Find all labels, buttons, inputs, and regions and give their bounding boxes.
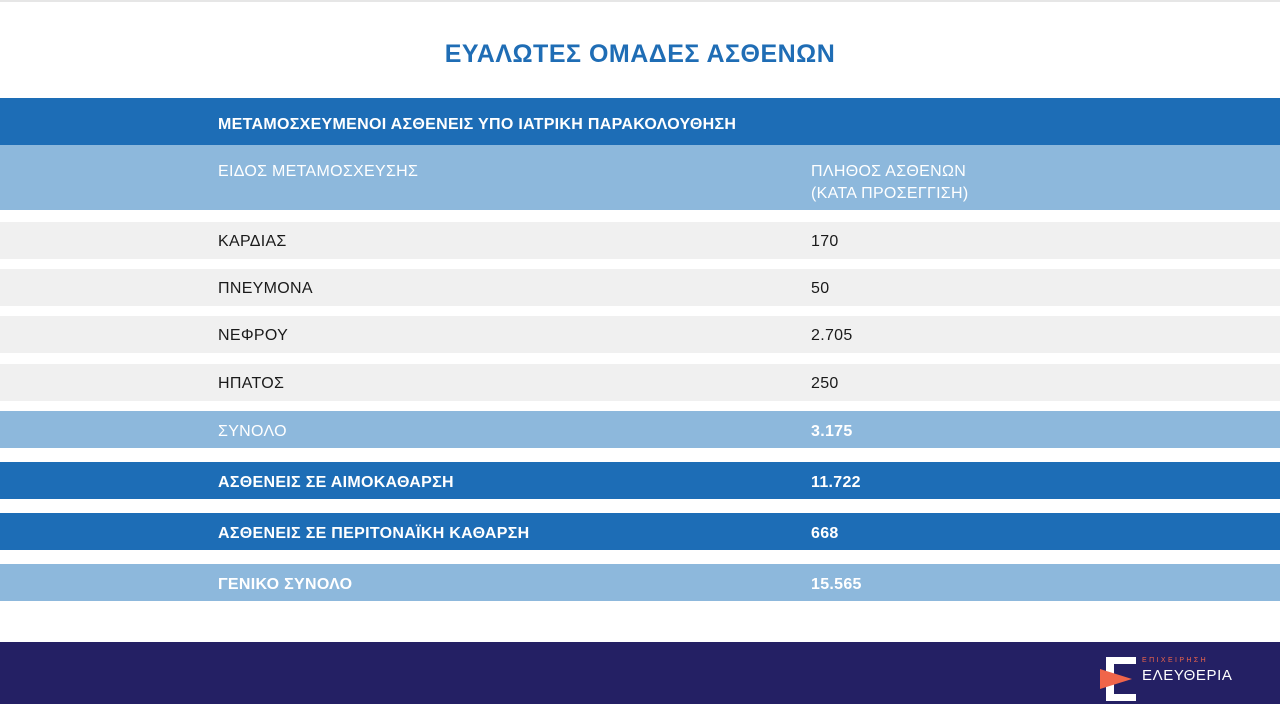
row-label: ΚΑΡΔΙΑΣ (218, 233, 287, 250)
dialysis-label: ΑΣΘΕΝΕΙΣ ΣΕ ΑΙΜΟΚΑΘΑΡΣΗ (218, 474, 454, 491)
dialysis-row (0, 462, 1280, 499)
peritoneal-label: ΑΣΘΕΝΕΙΣ ΣΕ ΠΕΡΙΤΟΝΑΪΚΗ ΚΑΘΑΡΣΗ (218, 525, 530, 542)
section-title: ΜΕΤΑΜΟΣΧΕΥΜΕΝΟΙ ΑΣΘΕΝΕΙΣ ΥΠΟ ΙΑΤΡΙΚΗ ΠΑΡΑΚΟΛΟΥΘΗΣΗ (218, 116, 737, 133)
row-value: 50 (811, 280, 830, 297)
logo (1098, 657, 1233, 701)
dialysis-value: 11.722 (811, 474, 861, 491)
table-row (0, 222, 1280, 259)
logo-line1: ΕΠΙΧΕΙΡΗΣΗ (1142, 657, 1209, 664)
row-value: 250 (811, 375, 839, 392)
column-header-count-note: (ΚΑΤΑ ΠΡΟΣΕΓΓΙΣΗ) (811, 185, 969, 202)
grand-total-row (0, 564, 1280, 601)
table-row (0, 364, 1280, 401)
peritoneal-value: 668 (811, 525, 839, 542)
row-label: ΝΕΦΡΟΥ (218, 327, 289, 344)
page-title: ΕΥΑΛΩΤΕΣ ΟΜΑΔΕΣ ΑΣΘΕΝΩΝ (444, 40, 836, 68)
top-divider (0, 0, 1280, 2)
table-row (0, 316, 1280, 353)
peritoneal-row (0, 513, 1280, 550)
row-value: 2.705 (811, 327, 853, 344)
table-header (0, 145, 1280, 210)
total-row (0, 411, 1280, 448)
logo-mark-icon (1098, 657, 1138, 701)
column-header-type: ΕΙΔΟΣ ΜΕΤΑΜΟΣΧΕΥΣΗΣ (218, 163, 419, 180)
total-label: ΣΥΝΟΛΟ (218, 423, 287, 440)
table-row (0, 269, 1280, 306)
section-title-bar (0, 98, 1280, 145)
grand-total-value: 15.565 (811, 576, 862, 593)
column-header-count: ΠΛΗΘΟΣ ΑΣΘΕΝΩΝ (811, 163, 967, 180)
total-value: 3.175 (811, 423, 853, 440)
row-label: ΗΠΑΤΟΣ (218, 375, 285, 392)
footer-bar (0, 642, 1280, 704)
row-value: 170 (811, 233, 839, 250)
grand-total-label: ΓΕΝΙΚΟ ΣΥΝΟΛΟ (218, 576, 353, 593)
logo-line2: ΕΛΕΥΘΕΡΙΑ (1142, 667, 1233, 684)
row-label: ΠΝΕΥΜΟΝΑ (218, 280, 313, 297)
